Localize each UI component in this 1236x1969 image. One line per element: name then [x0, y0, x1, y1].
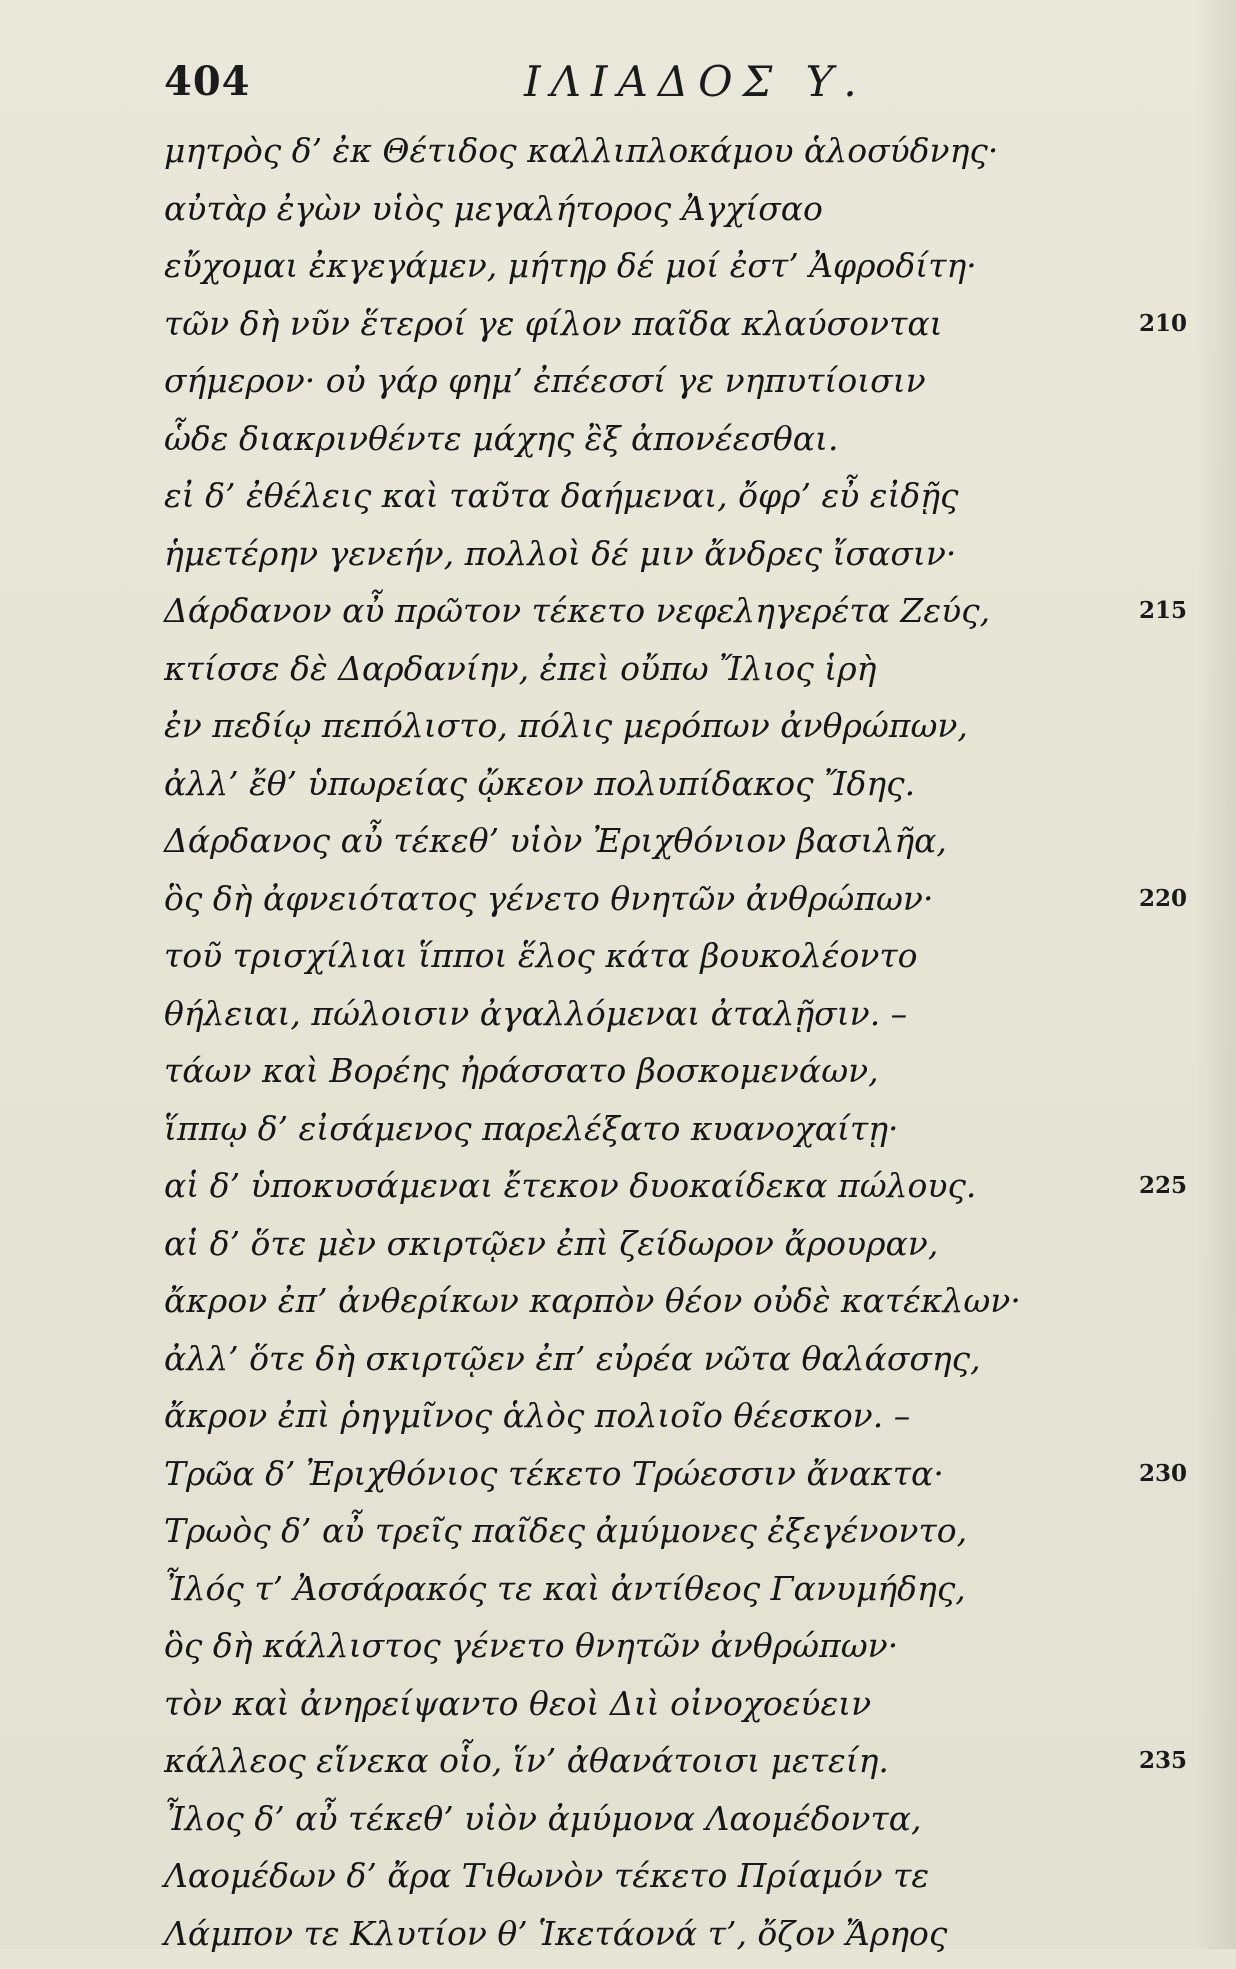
verse-text: αἱ δ’ ὅτε μὲν σκιρτῷεν ἐπὶ ζείδωρον ἄρουραν,: [164, 1223, 939, 1263]
verse-text: τάων καὶ Βορέης ἠράσσατο βοσκομενάων,: [164, 1051, 879, 1090]
verse-text: ἀλλ’ ἔθ’ ὑπωρείας ᾤκεον πολυπίδακος Ἴδης.: [164, 763, 916, 803]
verse-line: [164, 295, 1204, 353]
running-title: ΙΛΙΑΔΟΣ Υ.: [524, 57, 867, 106]
verse-text: Ἶλος δ’ αὖ τέκεθ’ υἱὸν ἀμύμονα Λαομέδοντα,: [164, 1798, 922, 1838]
verse-line: [164, 1790, 1204, 1848]
verse-text: Τρῶα δ’ Ἐριχθόνιος τέκετο Τρώεσσιν ἄνακτα·: [164, 1453, 944, 1493]
line-number: 225: [1139, 1172, 1188, 1199]
verse-line: [164, 812, 1204, 870]
verse-text: εὔχομαι ἐκγεγάμεν, μήτηρ δέ μοί ἐστ’ Ἀφροδίτη·: [164, 246, 977, 285]
verse-text: Λαομέδων δ’ ἄρα Τιθωνὸν τέκετο Πρίαμόν τε: [164, 1856, 930, 1895]
verse-text: Λάμπον τε Κλυτίον θ’ Ἱκετάονά τ’, ὄζον Ἄρηος: [164, 1913, 948, 1953]
verse-line: [164, 1502, 1204, 1560]
verse-line: [164, 927, 1204, 985]
verse-line: [164, 1215, 1204, 1273]
line-number: 230: [1139, 1459, 1188, 1487]
verse-line: [164, 755, 1204, 813]
verse-line: [164, 180, 1204, 238]
verse-line: [164, 1100, 1204, 1158]
verse-text: θήλειαι, πώλοισιν ἀγαλλόμεναι ἀταλῇσιν. –: [164, 993, 908, 1033]
verse-text: Δάρδανον αὖ πρῶτον τέκετο νεφεληγερέτα Ζεύς,: [164, 591, 991, 630]
verse-text: Ἶλός τ’ Ἀσσάρακός τε καὶ ἀντίθεος Γανυμήδης,: [164, 1568, 966, 1608]
verse-text: ὃς δὴ ἀφνειότατος γένετο θνητῶν ἀνθρώπων·: [164, 878, 934, 918]
verse-line: [164, 352, 1204, 410]
verse-line: [164, 870, 1204, 928]
verse-line: [164, 122, 1204, 180]
verse-text: σήμερον· οὐ γάρ φημ’ ἐπέεσσί γε νηπυτίοισιν: [164, 361, 926, 400]
verse-line: [164, 1387, 1204, 1445]
verse-text: τῶν δὴ νῦν ἕτεροί γε φίλον παῖδα κλαύσονται: [164, 303, 943, 343]
verse-line: [164, 1157, 1204, 1215]
verse-line: [164, 985, 1204, 1043]
page-header: [164, 52, 1184, 112]
verse-text: ἄκρον ἐπὶ ῥηγμῖνος ἁλὸς πολιοῖο θέεσκον. –: [164, 1396, 911, 1435]
line-number: 210: [1139, 309, 1188, 337]
verse-line: [164, 410, 1204, 468]
verse-text: μητρὸς δ’ ἐκ Θέτιδος καλλιπλοκάμου ἁλοσύδνης·: [164, 131, 999, 170]
verse-line: [164, 1445, 1204, 1503]
line-number: 235: [1139, 1747, 1188, 1774]
verse-text: ὧδε διακρινθέντε μάχης ἒξ ἀπονέεσθαι.: [164, 418, 839, 458]
verse-line: [164, 467, 1204, 525]
verse-text: τὸν καὶ ἀνηρείψαντο θεοὶ Διὶ οἰνοχοεύειν: [164, 1683, 872, 1723]
verse-line: [164, 1560, 1204, 1618]
verse-text: κάλλεος εἵνεκα οἷο, ἵν’ ἀθανάτοισι μετείη.: [164, 1741, 889, 1780]
verse-text: ἀλλ’ ὅτε δὴ σκιρτῷεν ἐπ’ εὐρέα νῶτα θαλάσσης,: [164, 1338, 981, 1378]
verse-line: [164, 237, 1204, 295]
verse-text: κτίσσε δὲ Δαρδανίην, ἐπεὶ οὔπω Ἴλιος ἱρὴ: [164, 648, 877, 688]
page-number: 404: [164, 58, 251, 105]
verse-text: Δάρδανος αὖ τέκεθ’ υἱὸν Ἐριχθόνιον βασιλῆα,: [164, 821, 947, 860]
verse-line: [164, 1732, 1204, 1790]
verse-text: ὃς δὴ κάλλιστος γένετο θνητῶν ἀνθρώπων·: [164, 1626, 899, 1665]
line-number: 215: [1139, 597, 1188, 624]
verse-text: ἵππῳ δ’ εἰσάμενος παρελέξατο κυανοχαίτῃ·: [164, 1108, 899, 1148]
verse-text: τοῦ τρισχίλιαι ἵπποι ἕλος κάτα βουκολέοντο: [164, 936, 918, 975]
verse-line: [164, 697, 1204, 755]
verse-text: ἡμετέρην γενεήν, πολλοὶ δέ μιν ἄνδρες ἴσασιν·: [164, 533, 957, 573]
verse-line: [164, 1675, 1204, 1733]
verse-list: [164, 122, 1204, 1962]
verse-line: [164, 525, 1204, 583]
verse-line: [164, 1847, 1204, 1905]
verse-line: [164, 1272, 1204, 1330]
verse-text: αἱ δ’ ὑποκυσάμεναι ἔτεκον δυοκαίδεκα πώλους.: [164, 1166, 977, 1205]
verse-line: [164, 582, 1204, 640]
line-number: 220: [1139, 884, 1188, 912]
verse-text: ἄκρον ἐπ’ ἀνθερίκων καρπὸν θέον οὐδὲ κατέκλων·: [164, 1281, 1021, 1320]
verse-text: αὐτὰρ ἐγὼν υἱὸς μεγαλήτορος Ἀγχίσαο: [164, 188, 823, 228]
verse-line: [164, 1042, 1204, 1100]
verse-line: [164, 640, 1204, 698]
verse-text: Τρωὸς δ’ αὖ τρεῖς παῖδες ἀμύμονες ἐξεγένοντο,: [164, 1511, 968, 1550]
verse-line: [164, 1905, 1204, 1963]
verse-text: ἐν πεδίῳ πεπόλιστο, πόλις μερόπων ἀνθρώπων,: [164, 706, 968, 745]
verse-text: εἰ δ’ ἐθέλεις καὶ ταῦτα δαήμεναι, ὄφρ’ εὖ εἰδῇς: [164, 476, 959, 515]
verse-line: [164, 1330, 1204, 1388]
verse-line: [164, 1617, 1204, 1675]
